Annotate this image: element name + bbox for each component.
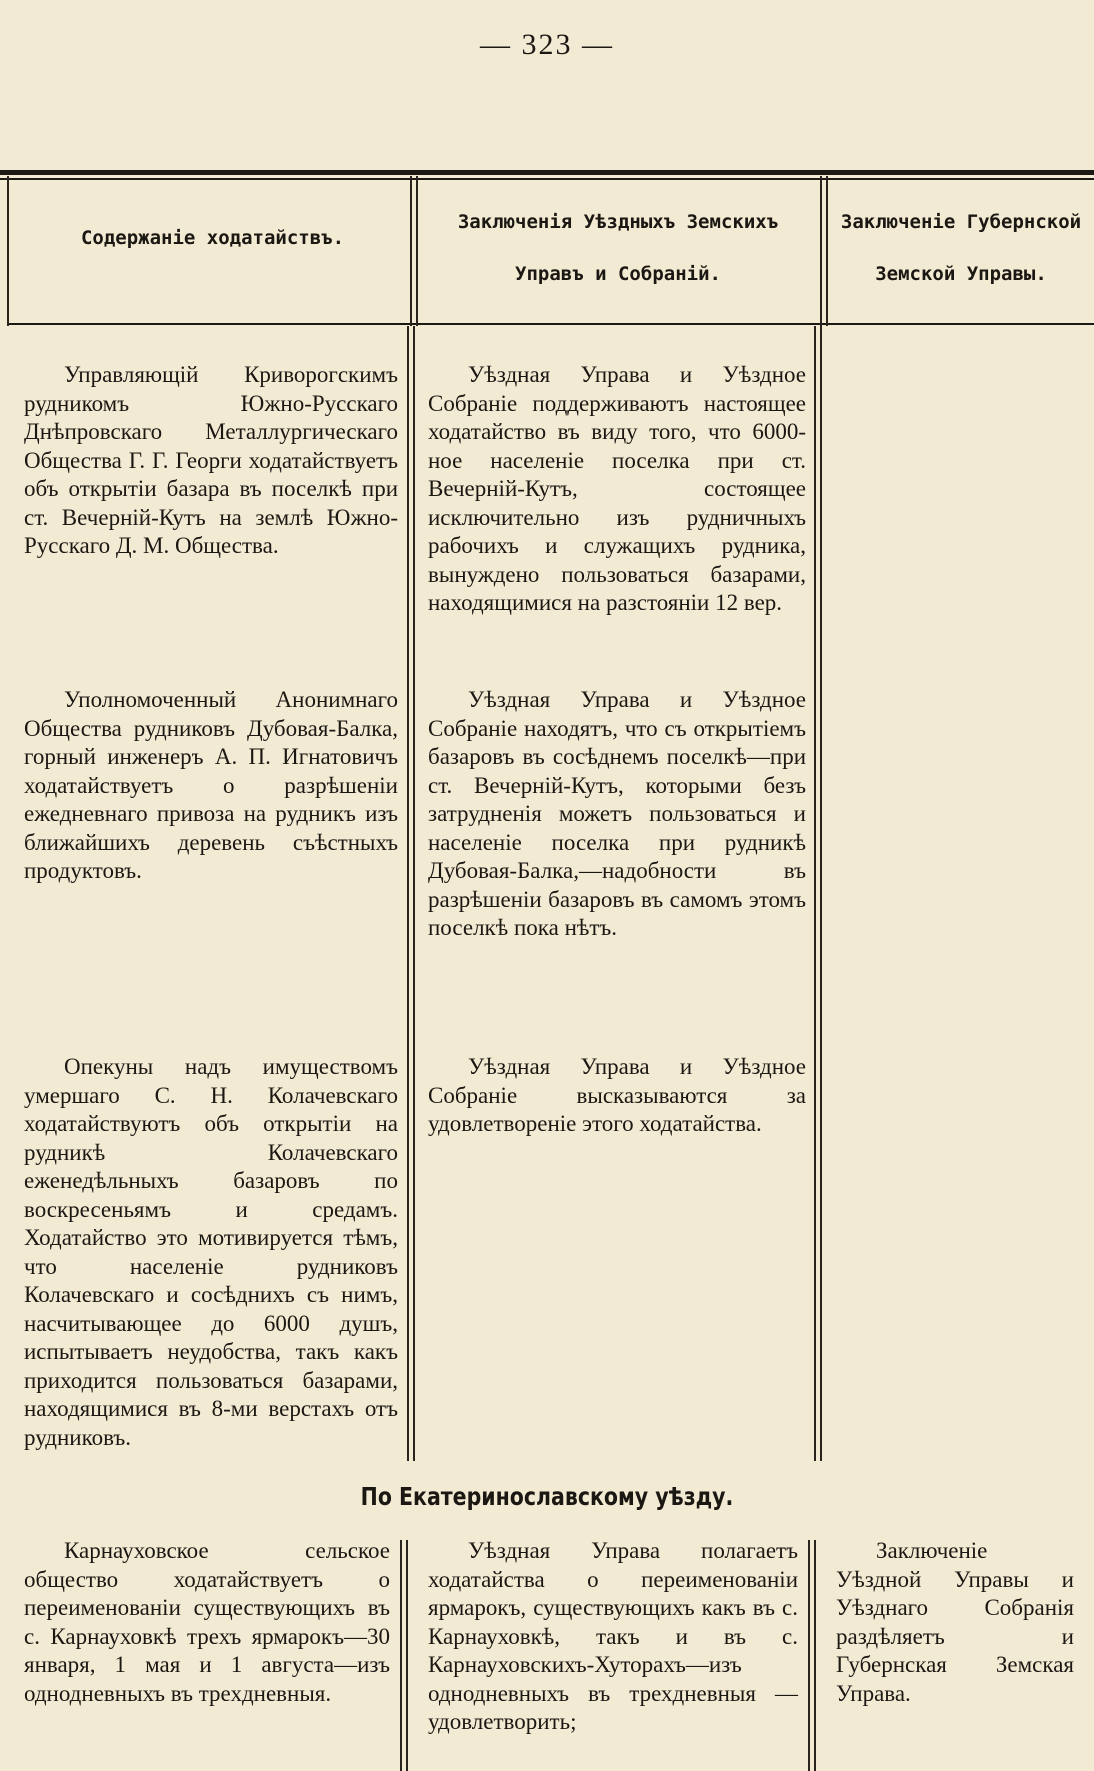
row-3-content: Опекуны надъ имуществомъ умершаго С. Н. Колачевскаго ходатайствуютъ объ открытіи на рудникѣ Колачевскаго еженедѣльныхъ базаровъ по воскресеньямъ и средамъ. Ходатайство это мотивируется тѣмъ, что населеніе рудниковъ Колачевскаго и сосѣднихъ съ нимъ, насчитывающее до 6000 душъ, испытываетъ неудобства, такъ какъ приходится пользоваться базарами, находящимися въ 8-ми верстахъ отъ рудниковъ. — [24, 1054, 398, 1450]
header-bottom-rule — [8, 323, 1094, 325]
row-2-district: Уѣздная Управа и Уѣздное Собраніе находятъ, что съ открытіемъ базаровъ въ сосѣднемъ поселкѣ—при ст. Вечерній-Кутъ, которыми безъ затрудненія можетъ пользоваться и населеніе поселка при рудникѣ Дубовая-Балка,—надобности въ разрѣшеніи базаровъ въ самомъ этомъ поселкѣ пока нѣтъ. — [428, 687, 806, 940]
section-divider-2 — [808, 1540, 810, 1771]
column-header-district: Заключенія Уѣздныхъ Земскихъ Управъ и Собраній. — [457, 211, 779, 285]
column-divider-1-body-b — [413, 326, 415, 1461]
section-row-content: Карнауховское сельское общество ходатайствуетъ о переименованіи существующихъ въ с. Карнауховкѣ трехъ ярмарокъ—30 января, 1 мая и 1 августа—изъ однодневныхъ въ трехдневныя. — [24, 1538, 390, 1706]
column-divider-1-body — [407, 326, 409, 1461]
section-divider-1b — [406, 1540, 408, 1771]
column-divider-2-body-b — [820, 326, 822, 1461]
column-divider-2 — [820, 176, 822, 326]
section-row-district: Уѣздная Управа полагаетъ ходатайства о переименованіи ярмарокъ, существующихъ какъ въ с. Карнауховкѣ, такъ и въ с. Карнауховскихъ-Хуторахъ—изъ однодневныхъ въ трехдневныя — удовлетворить; — [428, 1538, 798, 1734]
row-1-content: Управляющій Криворогскимъ рудникомъ Южно-Русскаго Днѣпровскаго Металлургическаго Общества Г. Г. Георги ходатайствуетъ объ открытіи базара въ поселкѣ при ст. Вечерній-Кутъ на землѣ Южно-Русскаго Д. М. Общества. — [24, 362, 398, 558]
page-number: — 323 — — [480, 28, 614, 61]
column-divider-1 — [410, 176, 412, 326]
section-title: По Екатеринославскому уѣзду. — [360, 1482, 734, 1511]
section-row-province: Заключеніе Уѣздной Управы и Уѣзднаго Собранія раздѣляетъ и Губернская Земская Управа. — [836, 1538, 1074, 1706]
row-3-district: Уѣздная Управа и Уѣздное Собраніе высказываются за удовлетвореніе этого ходатайства. — [428, 1054, 806, 1136]
column-header-content: Содержаніе ходатайствъ. — [80, 227, 345, 249]
row-1-district: Уѣздная Управа и Уѣздное Собраніе поддерживаютъ настоящее ходатайство въ виду того, что 6000-ное населеніе поселка при ст. Вечерній-Кутъ, состоящее исключительно изъ рудничныхъ рабочихъ и служащихъ рудника, вынуждено пользоваться базарами, находящимися на разстояніи 12 вер. — [428, 362, 806, 615]
row-2-content: Уполномоченный Анонимнаго Общества рудниковъ Дубовая-Балка, горный инженеръ А. П. Игнатовичъ ходатайствуетъ о разрѣшеніи ежедневнаго привоза на рудникъ изъ ближайшихъ деревень съѣстныхъ продуктовъ. — [24, 687, 398, 883]
section-divider-1 — [400, 1540, 402, 1771]
table-top-rule-thin — [0, 178, 1094, 180]
column-divider-left-edge — [7, 176, 9, 326]
column-header-province: Заключеніе Губернской Земской Управы. — [840, 211, 1082, 285]
table-top-rule — [0, 170, 1094, 175]
section-divider-2b — [814, 1540, 816, 1771]
column-divider-2-body — [814, 326, 816, 1461]
